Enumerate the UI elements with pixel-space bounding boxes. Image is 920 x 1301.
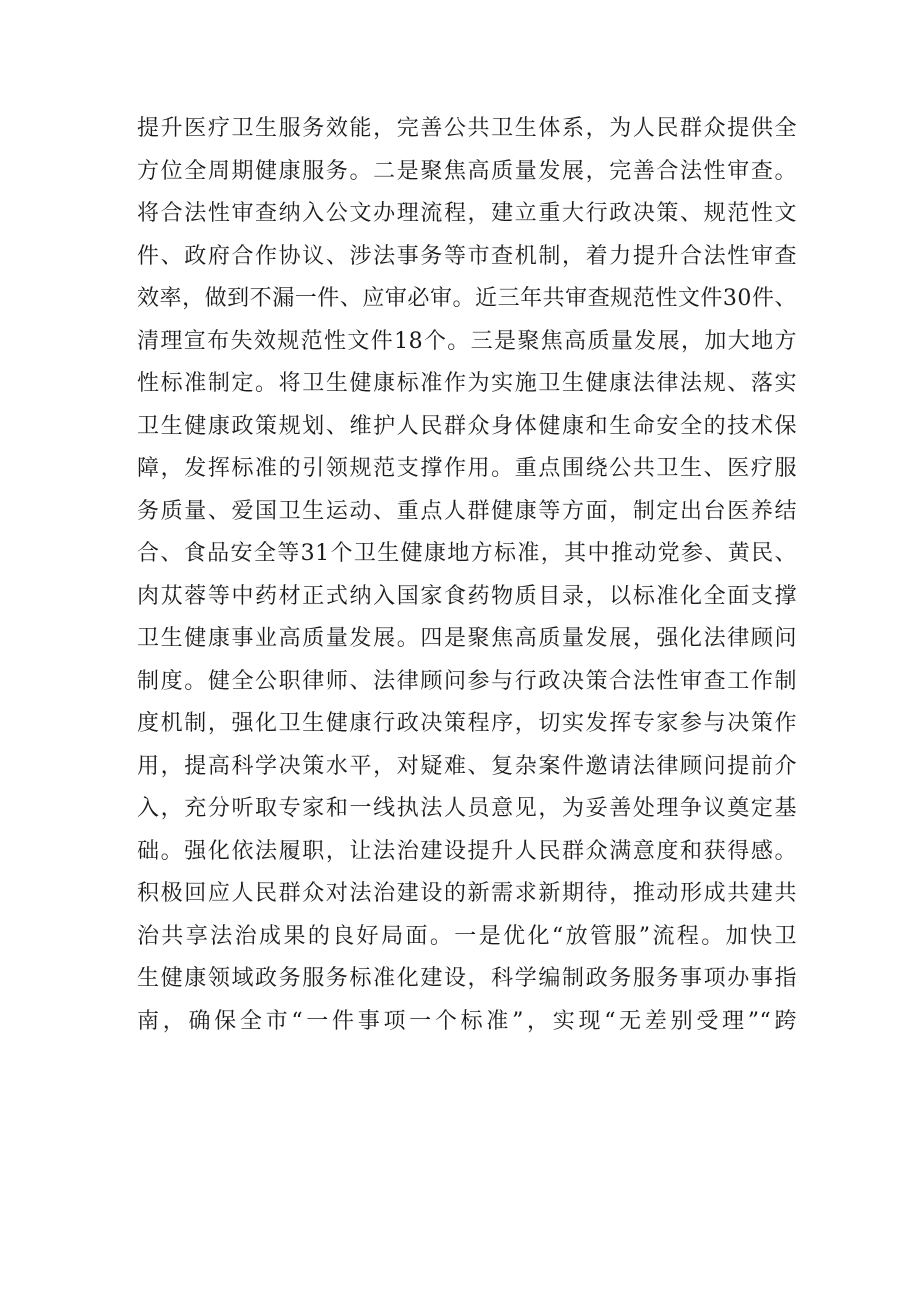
text-line-13: 卫生健康事业高质量发展。四是聚焦高质量发展，强化法律顾问: [137, 626, 797, 651]
text-line-1: 提升医疗卫生服务效能，完善公共卫生体系，为人民群众提供全: [137, 116, 797, 141]
text-line-7: 性标准制定。将卫生健康标准作为实施卫生健康法律法规、落实: [137, 371, 797, 396]
text-line-22: 南，确保全市“一件事项一个标准”，实现“无差别受理”“跨: [137, 1008, 797, 1034]
text-line-5: 效率，做到不漏一件、应审必审。近三年共审查规范性文件30件、: [137, 286, 797, 311]
text-line-18: 础。强化依法履职，让法治建设提升人民群众满意度和获得感。: [137, 838, 797, 864]
text-line-9: 障，发挥标准的引领规范支撑作用。重点围绕公共卫生、医疗服: [137, 456, 797, 481]
text-line-6: 清理宣布失效规范性文件18个。三是聚焦高质量发展，加大地方: [137, 328, 797, 354]
text-line-10: 务质量、爱国卫生运动、重点人群健康等方面，制定出台医养结: [137, 498, 797, 524]
text-line-14: 制度。健全公职律师、法律顾问参与行政决策合法性审查工作制: [137, 668, 797, 694]
text-line-2: 方位全周期健康服务。二是聚焦高质量发展，完善合法性审查。: [137, 158, 797, 184]
text-line-3: 将合法性审查纳入公文办理流程，建立重大行政决策、规范性文: [137, 201, 797, 226]
text-line-8: 卫生健康政策规划、维护人民群众身体健康和生命安全的技术保: [137, 413, 797, 439]
text-line-19: 积极回应人民群众对法治建设的新需求新期待，推动形成共建共: [137, 881, 797, 906]
text-line-20: 治共享法治成果的良好局面。一是优化“放管服”流程。加快卫: [137, 923, 797, 949]
body-text: [137, 108, 797, 1043]
text-line-16: 用，提高科学决策水平，对疑难、复杂案件邀请法律顾问提前介: [137, 753, 797, 779]
text-line-15: 度机制，强化卫生健康行政决策程序，切实发挥专家参与决策作: [137, 711, 797, 736]
text-line-11: 合、食品安全等31个卫生健康地方标准，其中推动党参、黄民、: [137, 541, 797, 566]
text-line-21: 生健康领域政务服务标准化建设，科学编制政务服务事项办事指: [137, 966, 797, 991]
text-line-17: 入，充分听取专家和一线执法人员意见，为妥善处理争议奠定基: [137, 796, 797, 821]
text-line-4: 件、政府合作协议、涉法事务等市查机制，着力提升合法性审查: [137, 243, 797, 269]
text-line-12: 肉苁蓉等中药材正式纳入国家食药物质目录，以标准化全面支撑: [137, 583, 797, 609]
